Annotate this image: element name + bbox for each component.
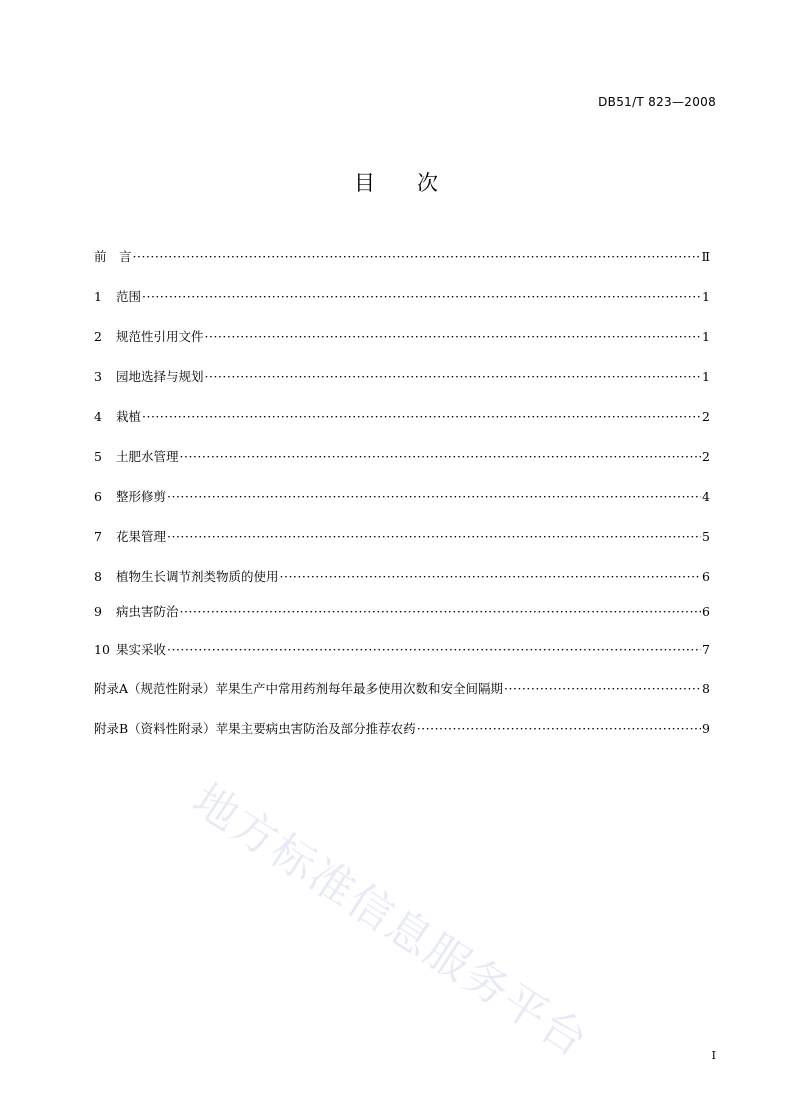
toc-entry-10[interactable] bbox=[94, 641, 710, 659]
toc-entry-number: 10 bbox=[94, 642, 110, 657]
toc-entry-label: 范围 bbox=[116, 289, 142, 304]
toc-entry-1[interactable] bbox=[94, 288, 710, 306]
toc-entry-label: 规范性引用文件 bbox=[116, 329, 204, 344]
toc-entry-page: 6 bbox=[702, 604, 710, 619]
toc-leader-dots bbox=[205, 368, 702, 386]
toc-entry-6[interactable] bbox=[94, 488, 710, 506]
toc-leader-dots bbox=[133, 248, 701, 266]
toc-entry-number: 8 bbox=[94, 569, 102, 584]
toc-entry-page: Ⅱ bbox=[701, 249, 710, 264]
toc-leader-dots bbox=[167, 488, 701, 506]
toc-entry-page: 9 bbox=[702, 721, 710, 736]
toc-entry-number: 4 bbox=[94, 409, 102, 424]
toc-entry-preface[interactable] bbox=[94, 248, 710, 266]
toc-leader-dots bbox=[205, 328, 702, 346]
toc-entry-label: 病虫害防治 bbox=[116, 604, 179, 619]
toc-entry-2[interactable] bbox=[94, 328, 710, 346]
toc-leader-dots bbox=[504, 680, 701, 698]
watermark: 地方标准信息服务平台 bbox=[183, 774, 598, 1068]
toc-entry-9[interactable] bbox=[94, 603, 710, 621]
toc-leader-dots bbox=[167, 641, 701, 659]
toc-entry-label: 附录A（规范性附录）苹果生产中常用药剂每年最多使用次数和安全间隔期 bbox=[94, 681, 504, 696]
toc-entry-number: 9 bbox=[94, 604, 102, 619]
toc-entry-label: 果实采收 bbox=[116, 642, 167, 657]
toc-entry-page: 1 bbox=[702, 289, 710, 304]
toc-entry-page: 1 bbox=[702, 329, 710, 344]
toc-entry-page: 7 bbox=[702, 642, 710, 657]
toc-leader-dots bbox=[167, 528, 701, 546]
toc-entry-number: 3 bbox=[94, 369, 102, 384]
toc-entry-page: 6 bbox=[702, 569, 710, 584]
toc-entry-label: 栽植 bbox=[116, 409, 142, 424]
toc-title: 目次 bbox=[354, 171, 480, 195]
toc-entry-label: 花果管理 bbox=[116, 529, 167, 544]
toc-leader-dots bbox=[417, 720, 701, 738]
toc-entry-label: 园地选择与规划 bbox=[116, 369, 204, 384]
toc-entry-appendix-a[interactable] bbox=[94, 680, 710, 698]
toc-leader-dots bbox=[180, 603, 702, 621]
toc-entry-number: 5 bbox=[94, 449, 102, 464]
toc-leader-dots bbox=[180, 448, 702, 466]
toc-leader-dots bbox=[142, 288, 701, 306]
toc-entry-page: 2 bbox=[702, 409, 710, 424]
toc-entry-3[interactable] bbox=[94, 368, 710, 386]
toc-leader-dots bbox=[142, 408, 701, 426]
toc-entry-label: 整形修剪 bbox=[116, 489, 167, 504]
toc-entry-page: 4 bbox=[702, 489, 710, 504]
document-code: DB51/T 823—2008 bbox=[598, 95, 716, 109]
toc-entry-number: 2 bbox=[94, 329, 102, 344]
toc-entry-label: 植物生长调节剂类物质的使用 bbox=[116, 569, 279, 584]
toc-entry-appendix-b[interactable] bbox=[94, 720, 710, 738]
toc-entry-number: 6 bbox=[94, 489, 102, 504]
toc-entry-5[interactable] bbox=[94, 448, 710, 466]
toc-entry-number: 1 bbox=[94, 289, 102, 304]
toc-entry-8[interactable] bbox=[94, 568, 710, 586]
toc-entry-7[interactable] bbox=[94, 528, 710, 546]
toc-entry-page: 1 bbox=[702, 369, 710, 384]
toc-leader-dots bbox=[280, 568, 702, 586]
toc-entry-label: 前 言 bbox=[94, 249, 132, 264]
toc-entry-label: 土肥水管理 bbox=[116, 449, 179, 464]
toc-entry-number: 7 bbox=[94, 529, 102, 544]
toc-entry-page: 8 bbox=[702, 681, 710, 696]
toc-entry-label: 附录B（资料性附录）苹果主要病虫害防治及部分推荐农药 bbox=[94, 721, 416, 736]
toc-entry-page: 5 bbox=[702, 529, 710, 544]
toc-entry-page: 2 bbox=[702, 449, 710, 464]
page-number: I bbox=[711, 1049, 716, 1062]
toc-entry-4[interactable] bbox=[94, 408, 710, 426]
